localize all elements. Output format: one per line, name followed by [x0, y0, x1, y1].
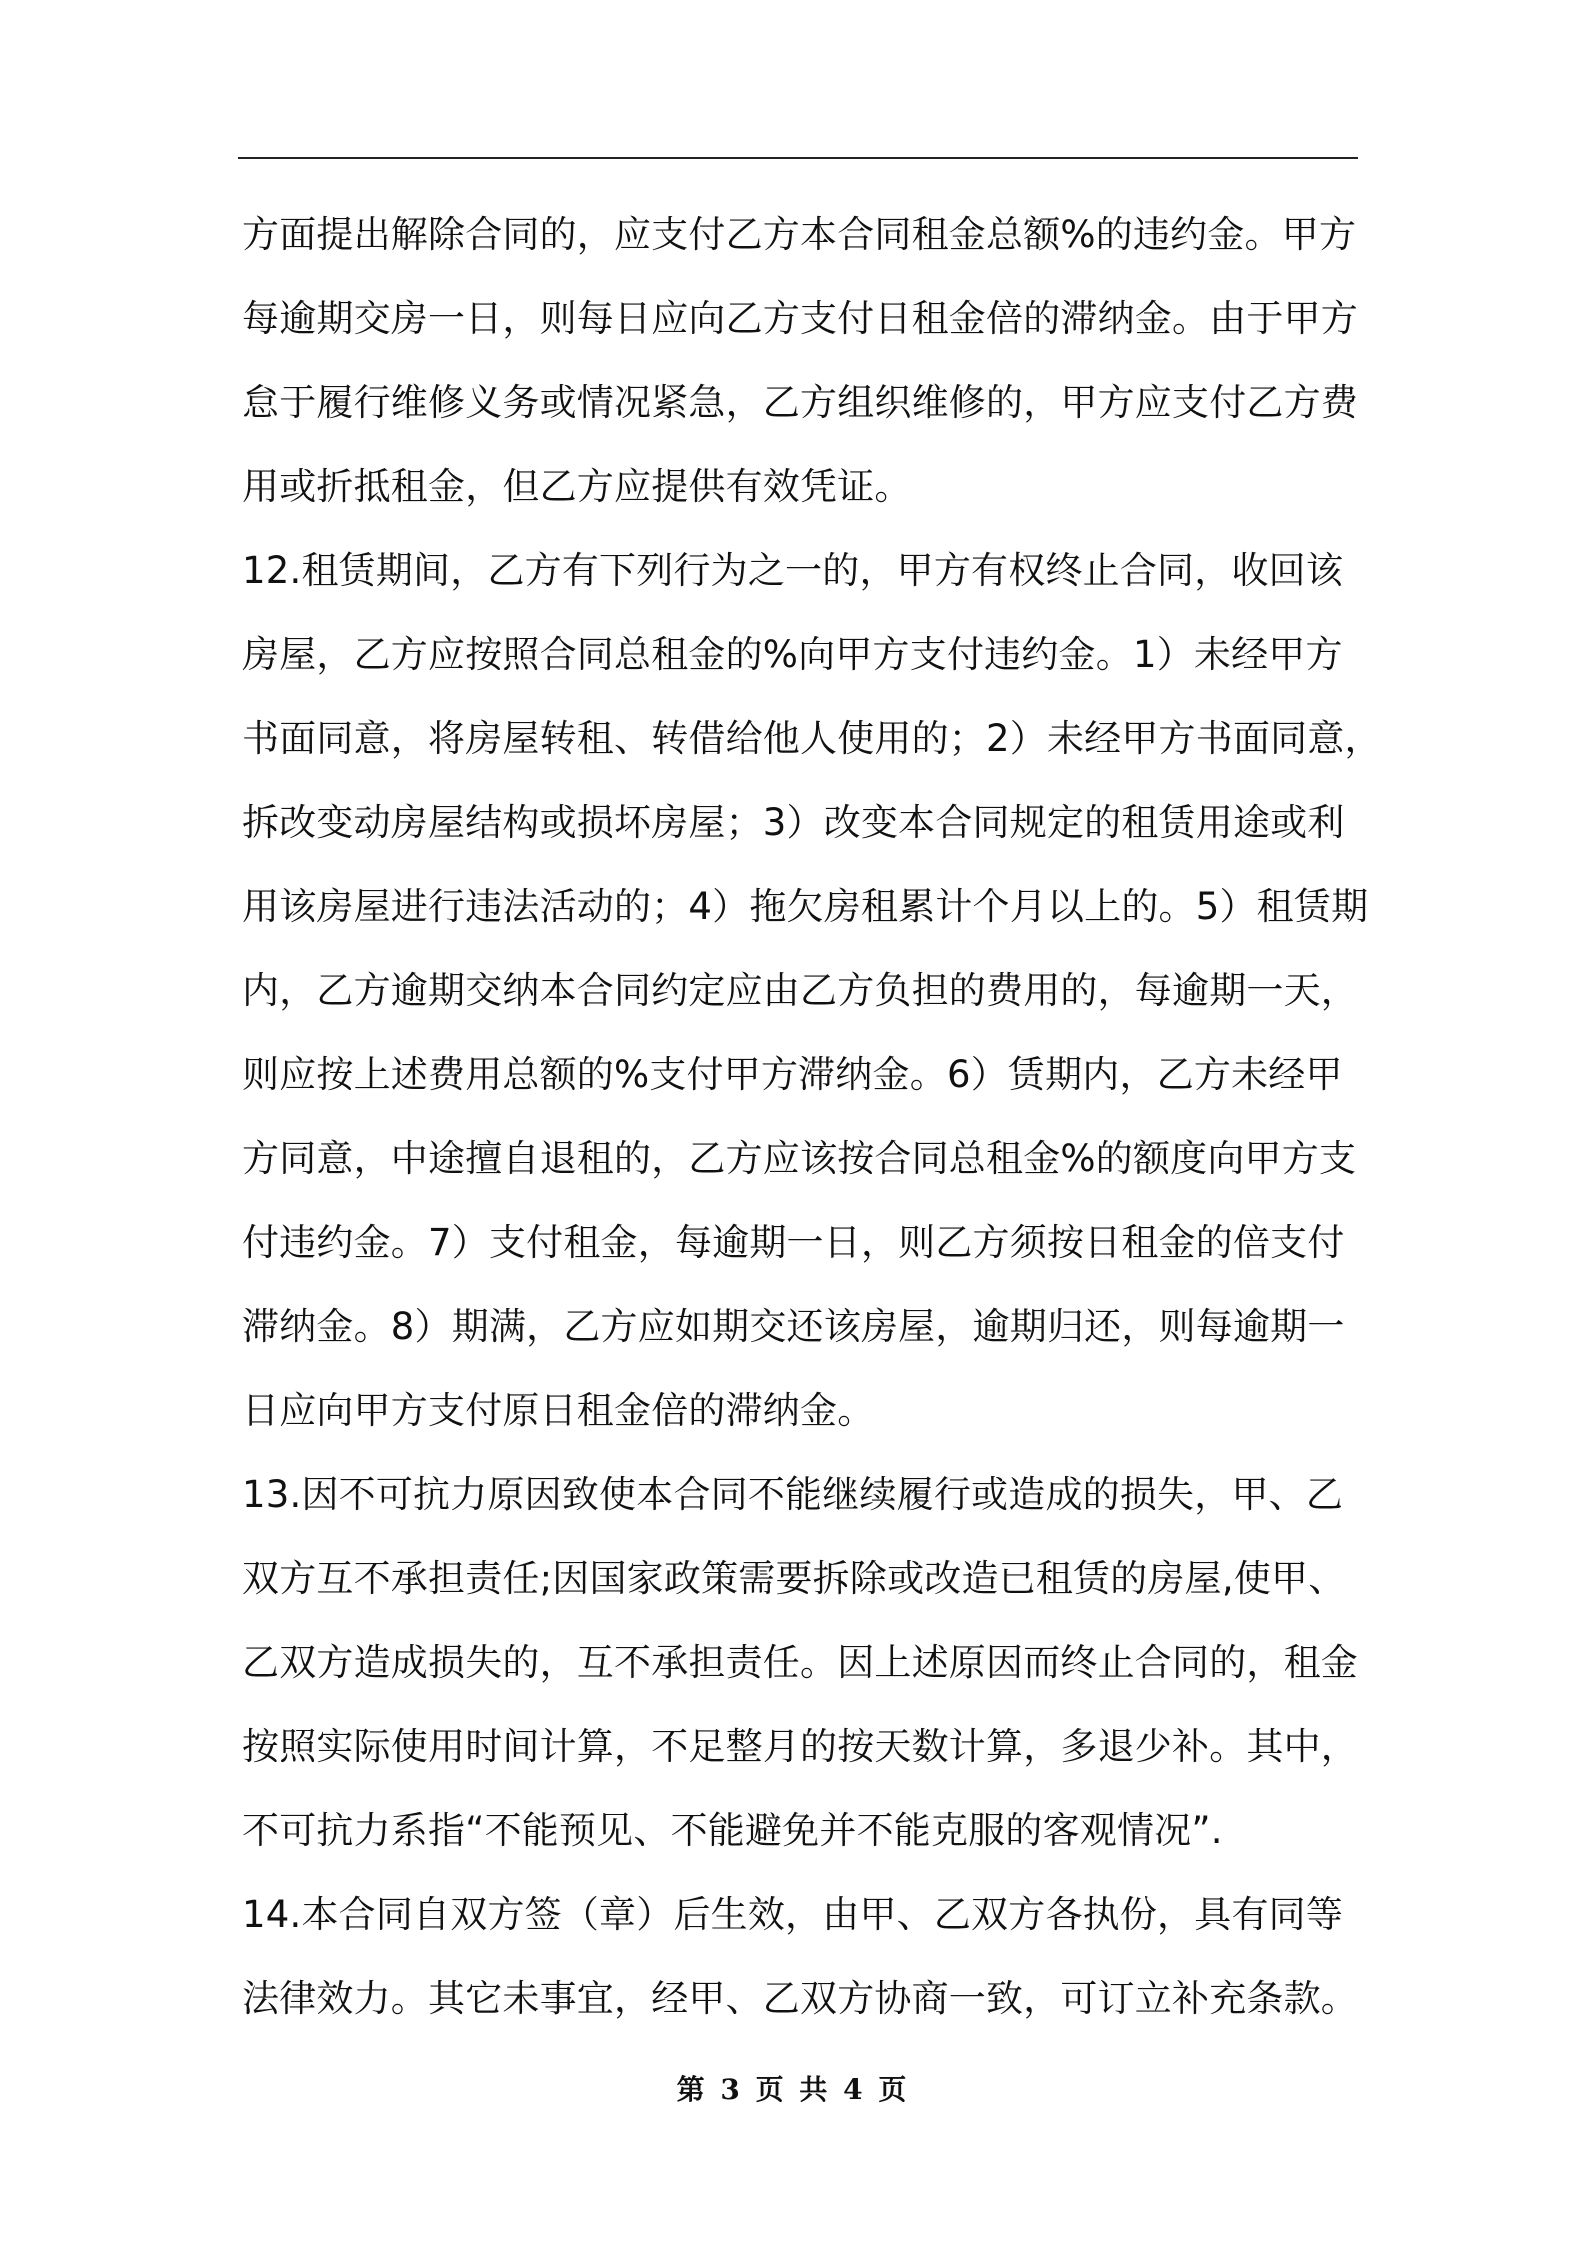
text-line: 用该房屋进行违法活动的；4）拖欠房租累计个月以上的。5）租赁期	[242, 885, 1369, 928]
text-line: 内，乙方逾期交纳本合同约定应由乙方负担的费用的，每逾期一天，	[242, 969, 1358, 1012]
text-line: 怠于履行维修义务或情况紧急，乙方组织维修的，甲方应支付乙方费	[242, 381, 1358, 424]
text-line: 付违约金。7）支付租金，每逾期一日，则乙方须按日租金的倍支付	[242, 1221, 1345, 1264]
text-line: 12.租赁期间，乙方有下列行为之一的，甲方有权终止合同，收回该	[242, 549, 1344, 592]
text-line: 14.本合同自双方签（章）后生效，由甲、乙双方各执份，具有同等	[242, 1893, 1344, 1936]
text-line: 房屋，乙方应按照合同总租金的%向甲方支付违约金。1）未经甲方	[242, 633, 1343, 676]
text-line: 日应向甲方支付原日租金倍的滞纳金。	[242, 1389, 875, 1432]
text-line: 每逾期交房一日，则每日应向乙方支付日租金倍的滞纳金。由于甲方	[242, 297, 1358, 340]
text-line: 滞纳金。8）期满，乙方应如期交还该房屋，逾期归还，则每逾期一	[242, 1305, 1345, 1348]
page-number: 第 3 页 共 4 页	[676, 2073, 910, 2106]
text-line: 13.因不可抗力原因致使本合同不能继续履行或造成的损失，甲、乙	[242, 1473, 1344, 1516]
text-line: 不可抗力系指“不能预见、不能避免并不能克服的客观情况”.	[242, 1809, 1223, 1852]
text-line: 书面同意，将房屋转租、转借给他人使用的；2）未经甲方书面同意，	[242, 717, 1382, 760]
text-line: 乙双方造成损失的，互不承担责任。因上述原因而终止合同的，租金	[242, 1641, 1358, 1684]
header-rule	[238, 157, 1358, 159]
text-line: 方同意，中途擅自退租的，乙方应该按合同总租金%的额度向甲方支	[242, 1137, 1357, 1180]
text-line: 用或折抵租金，但乙方应提供有效凭证。	[242, 465, 912, 508]
text-line: 双方互不承担责任;因国家政策需要拆除或改造已租赁的房屋,使甲、	[242, 1557, 1346, 1600]
document-body	[242, 193, 1382, 2041]
text-line: 拆改变动房屋结构或损坏房屋；3）改变本合同规定的租赁用途或利	[242, 801, 1345, 844]
text-line: 方面提出解除合同的，应支付乙方本合同租金总额%的违约金。甲方	[242, 213, 1357, 256]
text-line: 按照实际使用时间计算，不足整月的按天数计算，多退少补。其中，	[242, 1725, 1358, 1768]
text-line: 则应按上述费用总额的%支付甲方滞纳金。6）赁期内，乙方未经甲	[242, 1053, 1343, 1096]
text-line: 法律效力。其它未事宜，经甲、乙双方协商一致，可订立补充条款。	[242, 1977, 1358, 2020]
